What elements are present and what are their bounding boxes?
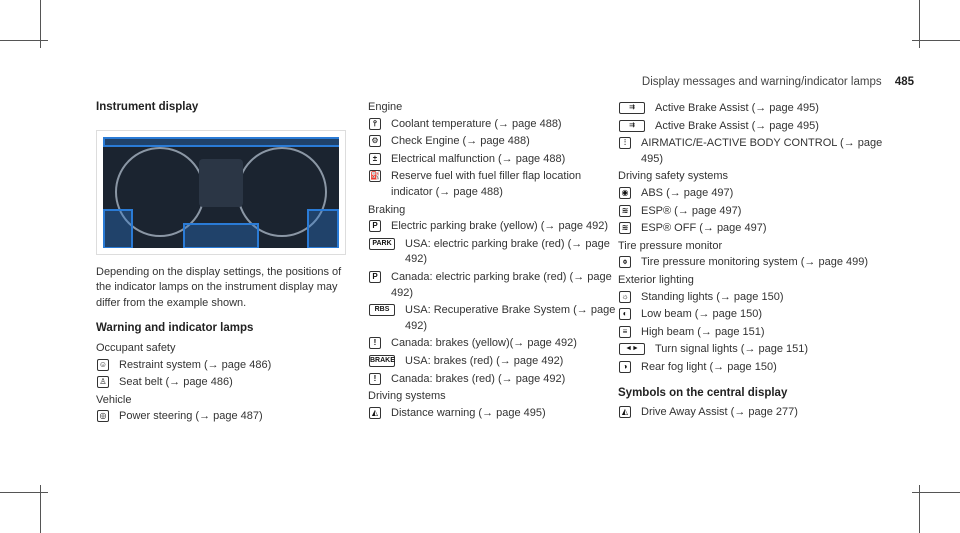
instrument-cluster-image [96, 130, 346, 255]
item-text: ESP® (→ page 497) [641, 204, 742, 217]
category-label: Vehicle [96, 393, 132, 406]
item-text: Power steering (→ page 487) [119, 410, 263, 423]
parking-brake-icon: P [369, 271, 381, 283]
center-display [199, 159, 243, 207]
crop-mark [0, 40, 48, 41]
crop-mark [912, 40, 960, 41]
item-text: Restraint system (→ page 486) [119, 358, 272, 371]
item-text: Electrical malfunction (→ page 488) [391, 152, 566, 165]
category-label: Engine [368, 101, 403, 113]
crop-mark [912, 492, 960, 493]
distance-warning-icon: ◭ [369, 407, 381, 419]
check-engine-icon: ⚙ [369, 135, 381, 147]
header-title: Display messages and warning/indicator lamps [641, 76, 882, 88]
battery-icon: ± [369, 153, 381, 165]
item-text: Tire pressure monitoring system (→ page 499) [641, 256, 869, 269]
item-text: ESP® OFF (→ page 497) [641, 222, 767, 235]
item-text: USA: Recuperative Brake System (→ page 492) [405, 304, 616, 332]
rear-fog-light-icon: ◑ [619, 361, 631, 373]
item-text: Canada: electric parking brake (red) (→ page 492) [391, 270, 612, 299]
item-text: Electric parking brake (yellow) (→ page 492) [391, 220, 609, 233]
active-brake-assist-icon: ⇉ [619, 102, 645, 114]
item-text: ABS (→ page 497) [641, 186, 734, 199]
seat-belt-icon: ♙ [97, 376, 109, 388]
page-number: 485 [894, 76, 914, 88]
item-text: Canada: brakes (yellow)(→ page 492) [391, 337, 577, 350]
category-label: Tire pressure monitor [618, 239, 723, 252]
item-text: High beam (→ page 151) [641, 325, 765, 338]
item-text: Seat belt (→ page 486) [119, 376, 233, 389]
coolant-temperature-icon: ⫯ [369, 118, 381, 130]
category-label: Exterior lighting [618, 273, 694, 286]
esp-off-icon: ≋ [619, 222, 631, 234]
turn-signal-icon: ◄► [619, 343, 645, 355]
steering-wheel-icon: ◎ [97, 410, 109, 422]
item-text: Canada: brakes (red) (→ page 492) [391, 372, 566, 385]
page-header [642, 76, 914, 88]
indicator-area-right [307, 209, 339, 248]
section-heading: Symbols on the central display [618, 386, 788, 399]
item-text: USA: electric parking brake (red) (→ page 492) [405, 237, 610, 266]
item-text: Active Brake Assist (→ page 495) [655, 102, 819, 114]
item-text: Drive Away Assist (→ page 277) [641, 406, 798, 419]
section-heading: Instrument display [96, 101, 199, 113]
suspension-icon: ⫶ [619, 137, 631, 149]
category-label: Driving systems [368, 390, 446, 403]
high-beam-icon: ≡ [619, 326, 631, 338]
item-text: Distance warning (→ page 495) [391, 406, 546, 419]
park-icon: PARK [369, 238, 395, 250]
category-label: Driving safety systems [618, 170, 729, 183]
column-2 [368, 100, 618, 423]
fuel-pump-icon: ⛽ [370, 171, 380, 181]
item-text: USA: brakes (red) (→ page 492) [405, 354, 564, 367]
tire-pressure-icon: ⌽ [619, 256, 631, 268]
indicator-area-top [103, 137, 339, 147]
item-text: Turn signal lights (→ page 151) [655, 343, 809, 356]
item-text: Low beam (→ page 150) [641, 308, 763, 321]
column-3 [618, 100, 898, 423]
brake-icon: ! [369, 337, 381, 349]
category-label: Occupant safety [96, 341, 176, 354]
indicator-area-bottom [183, 223, 259, 248]
parking-brake-icon: P [369, 220, 381, 232]
esp-icon: ≋ [619, 205, 631, 217]
rbs-icon: RBS [369, 304, 395, 316]
item-text: Coolant temperature (→ page 488) [391, 117, 562, 130]
item-text: Check Engine (→ page 488) [391, 135, 530, 148]
restraint-system-icon: ☺ [98, 359, 108, 369]
crop-mark [0, 492, 48, 493]
item-text: Standing lights (→ page 150) [641, 290, 784, 303]
drive-away-assist-icon: ◭ [619, 406, 631, 418]
category-label: Braking [368, 203, 406, 216]
active-brake-assist-off-icon: ⇉ [619, 120, 645, 132]
indicator-area-left [103, 209, 133, 248]
brake-text-icon: BRAKE [369, 355, 395, 367]
description-text: Depending on the display settings, the positions of the indicator lamps on the instrument display may differ from the example shown. [96, 265, 342, 309]
standing-lights-icon: ☼ [619, 291, 631, 303]
item-text: Rear fog light (→ page 150) [641, 360, 777, 373]
section-heading: Warning and indicator lamps [96, 322, 254, 335]
brake-icon: ! [369, 373, 381, 385]
item-text: AIRMATIC/E-ACTIVE BODY CONTROL (→ page 495) [641, 137, 883, 165]
column-1 [96, 100, 346, 427]
low-beam-icon: ◐ [619, 308, 631, 320]
abs-icon: ◉ [619, 187, 631, 199]
item-text: Reserve fuel with fuel filler flap location indicator (→ page 488) [391, 170, 582, 198]
item-text: Active Brake Assist (→ page 495) [655, 119, 819, 132]
